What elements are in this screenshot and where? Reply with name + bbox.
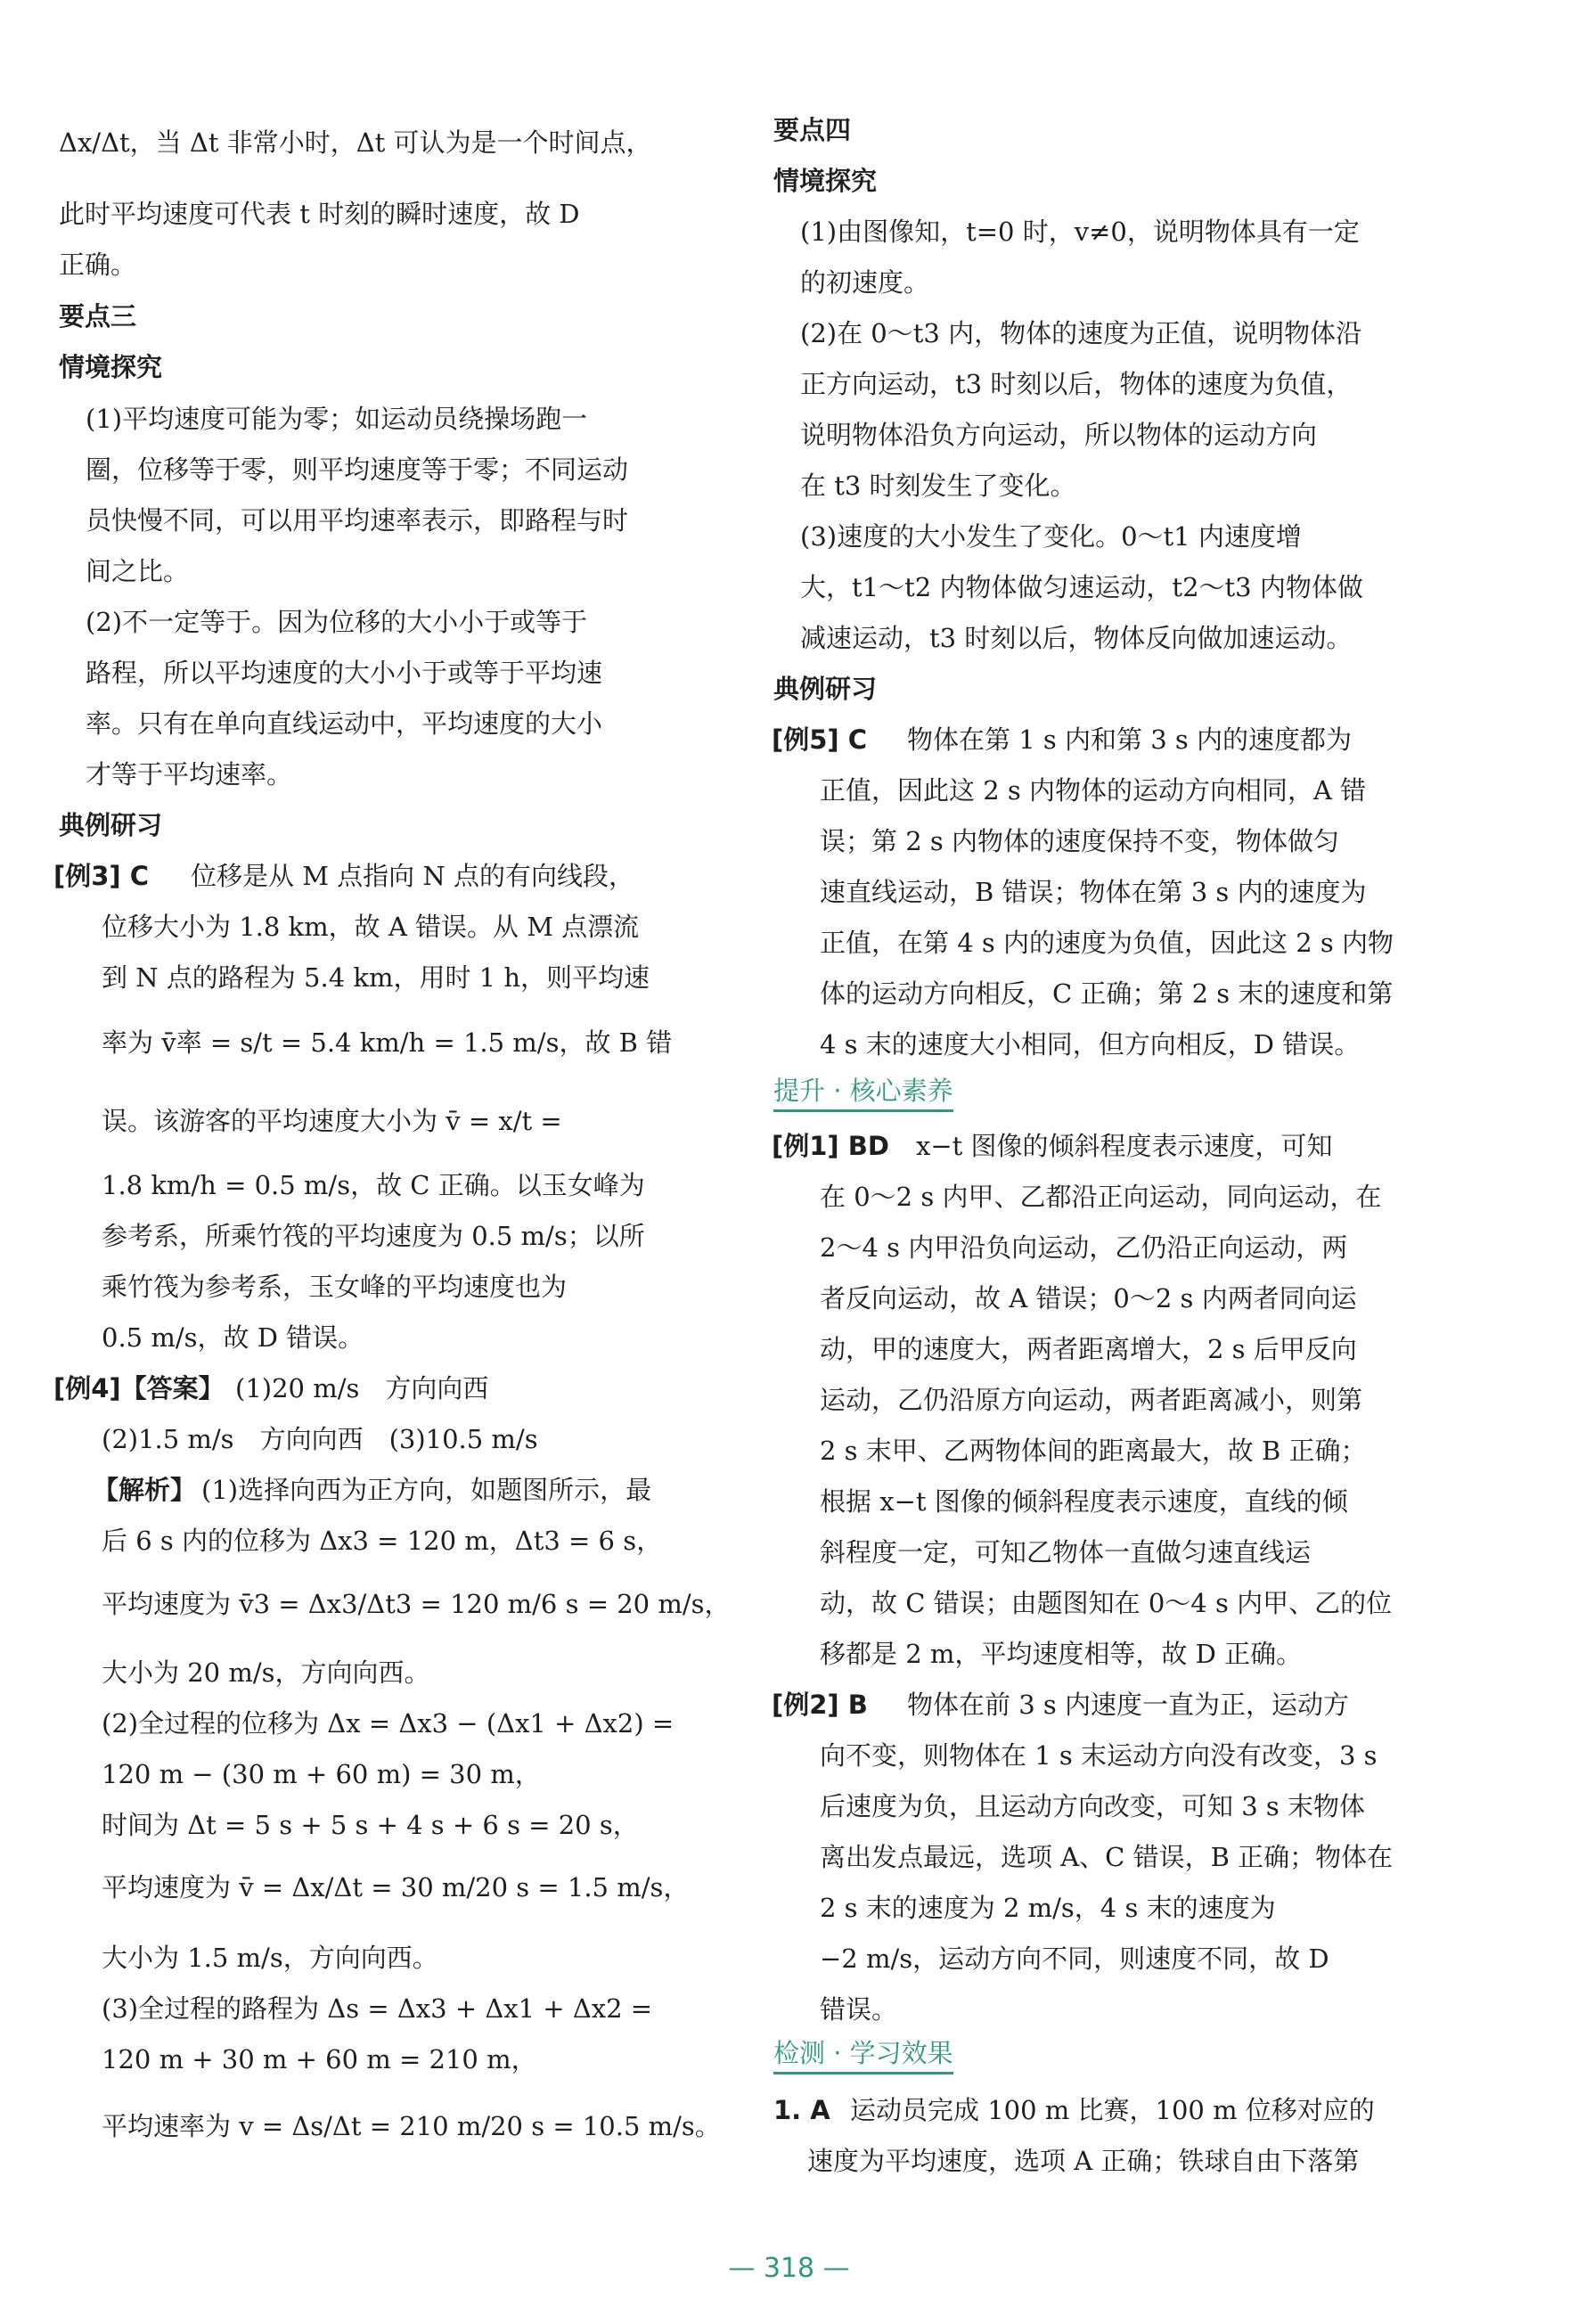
text-line: (2)不一定等于。因为位移的大小小于或等于	[86, 607, 588, 637]
text-line: (1)选择向西为正方向，如题图所示，最	[201, 1475, 652, 1505]
question-tag: 1. A	[773, 2095, 830, 2125]
text-line: (3)速度的大小发生了变化。0～t1 内速度增	[800, 521, 1302, 552]
text-line: 者反向运动，故 A 错误；0～2 s 内两者同向运	[820, 1283, 1357, 1313]
text-line: 正值，因此这 2 s 内物体的运动方向相同，A 错	[820, 775, 1367, 806]
text-line: 位移是从 M 点指向 N 点的有向线段，	[191, 861, 634, 891]
subsection-heading: 情境探究	[773, 166, 878, 196]
text-line: (1)由图像知，t=0 时，v≠0，说明物体具有一定	[800, 217, 1360, 247]
text-line: 移都是 2 m，平均速度相等，故 D 正确。	[820, 1639, 1303, 1669]
text-line: 时间为 Δt = 5 s + 5 s + 4 s + 6 s = 20 s，	[102, 1810, 639, 1840]
text-line: −2 m/s，运动方向不同，则速度不同，故 D	[820, 1943, 1329, 1974]
text-line: 120 m + 30 m + 60 m = 210 m，	[102, 2044, 537, 2074]
text-line: 正方向运动，t3 时刻以后，物体的速度为负值，	[800, 369, 1353, 399]
text-line: 率。只有在单向直线运动中，平均速度的大小	[86, 708, 603, 739]
text-line: (1)平均速度可能为零；如运动员绕操场跑一	[86, 404, 588, 434]
text-line: 大小为 1.5 m/s，方向向西。	[102, 1943, 438, 1973]
text-line: 位移大小为 1.8 km，故 A 错误。从 M 点漂流	[102, 912, 640, 942]
text-line: (3)全过程的路程为 Δs = Δx3 + Δx1 + Δx2 =	[102, 1993, 653, 2024]
page-number: — 318 —	[728, 2253, 850, 2284]
example-tag: [例4]【答案】	[53, 1373, 225, 1403]
text-line: 物体在第 1 s 内和第 3 s 内的速度都为	[907, 724, 1352, 755]
example-tag: [例5] C	[772, 724, 868, 755]
text-line: 间之比。	[86, 556, 190, 586]
text-line: 在 0～2 s 内甲、乙都沿正向运动，同向运动，在	[820, 1182, 1382, 1212]
text-line: 错误。	[820, 1994, 898, 2025]
text-line: 说明物体沿负方向运动，所以物体的运动方向	[800, 420, 1318, 450]
text-line: 离出发点最远，选项 A、C 错误，B 正确；物体在	[820, 1842, 1394, 1872]
text-line: 根据 x−t 图像的倾斜程度表示速度，直线的倾	[820, 1486, 1348, 1517]
text-line: 速度为平均速度，选项 A 正确；铁球自由下落第	[807, 2146, 1360, 2176]
text-line: 圈，位移等于零，则平均速度等于零；不同运动	[86, 454, 629, 485]
text-line: 平均速度为 v̄ = Δx/Δt = 30 m/20 s = 1.5 m/s，	[102, 1872, 690, 1903]
subsection-heading: 典例研习	[59, 810, 163, 840]
text-line: 率为 v̄率 = s/t = 5.4 km/h = 1.5 m/s，故 B 错	[102, 1027, 673, 1058]
text-line: 正值，在第 4 s 内的速度为负值，因此这 2 s 内物	[820, 928, 1394, 958]
text-line: (2)全过程的位移为 Δx = Δx3 − (Δx1 + Δx2) =	[102, 1708, 675, 1739]
text-line: 2 s 末的速度为 2 m/s，4 s 末的速度为	[820, 1893, 1276, 1923]
text-line: 动，故 C 错误；由题图知在 0～4 s 内甲、乙的位	[820, 1588, 1393, 1618]
text-line: 参考系，所乘竹筏的平均速度为 0.5 m/s；以所	[102, 1221, 645, 1251]
text-line: 误。该游客的平均速度大小为 v̄ = x/t =	[102, 1106, 562, 1136]
text-line: 物体在前 3 s 内速度一直为正，运动方	[907, 1690, 1349, 1720]
text-line: 才等于平均速率。	[86, 759, 293, 790]
text-line: 在 t3 时刻发生了变化。	[800, 471, 1076, 501]
text-line: 正确。	[59, 250, 137, 280]
text-line: 后 6 s 内的位移为 Δx3 = 120 m，Δt3 = 6 s，	[102, 1526, 663, 1556]
text-line: 运动员完成 100 m 比赛，100 m 位移对应的	[850, 2095, 1375, 2125]
text-line: Δx/Δt，当 Δt 非常小时，Δt 可认为是一个时间点，	[59, 127, 652, 158]
text-line: 4 s 末的速度大小相同，但方向相反，D 错误。	[820, 1029, 1361, 1060]
subsection-heading: 典例研习	[773, 674, 878, 704]
text-line: 到 N 点的路程为 5.4 km，用时 1 h，则平均速	[102, 962, 650, 993]
text-line: 员快慢不同，可以用平均速率表示，即路程与时	[86, 505, 629, 536]
text-line: 2 s 末甲、乙两物体间的距离最大，故 B 正确；	[820, 1436, 1367, 1466]
text-line: 平均速率为 v = Δs/Δt = 210 m/20 s = 10.5 m/s。	[102, 2111, 721, 2141]
text-line: 动，甲的速度大，两者距离增大，2 s 后甲反向	[820, 1334, 1357, 1364]
text-line: 运动，乙仍沿原方向运动，两者距离减小，则第	[820, 1385, 1363, 1415]
text-line: 斜程度一定，可知乙物体一直做匀速直线运	[820, 1537, 1312, 1567]
text-line: 的初速度。	[800, 267, 930, 298]
text-line: 误；第 2 s 内物体的速度保持不变，物体做匀	[820, 826, 1339, 856]
section-banner: 提升 · 核心素养	[773, 1075, 953, 1112]
text-line: x−t 图像的倾斜程度表示速度，可知	[916, 1131, 1333, 1161]
section-heading: 要点四	[773, 115, 852, 145]
text-line: 1.8 km/h = 0.5 m/s，故 C 正确。以玉女峰为	[102, 1170, 645, 1200]
text-line: 120 m − (30 m + 60 m) = 30 m，	[102, 1759, 541, 1789]
analysis-tag: 【解析】	[93, 1475, 197, 1505]
section-banner: 检测 · 学习效果	[773, 2037, 953, 2074]
text-line: (1)20 m/s 方向向西	[235, 1373, 489, 1403]
text-line: 速直线运动，B 错误；物体在第 3 s 内的速度为	[820, 877, 1367, 907]
text-line: 体的运动方向相反，C 正确；第 2 s 末的速度和第	[820, 978, 1394, 1009]
text-line: 乘竹筏为参考系，玉女峰的平均速度也为	[102, 1272, 568, 1302]
text-line: (2)在 0～t3 内，物体的速度为正值，说明物体沿	[800, 318, 1362, 348]
text-line: 2～4 s 内甲沿负向运动，乙仍沿正向运动，两	[820, 1232, 1348, 1263]
text-line: (2)1.5 m/s 方向向西 (3)10.5 m/s	[102, 1424, 538, 1454]
text-line: 0.5 m/s，故 D 错误。	[102, 1322, 364, 1353]
text-line: 此时平均速度可代表 t 时刻的瞬时速度，故 D	[59, 199, 580, 229]
example-tag: [例3] C	[53, 861, 150, 891]
text-line: 平均速度为 v̄3 = Δx3/Δt3 = 120 m/6 s = 20 m/s，	[102, 1589, 731, 1619]
text-line: 向不变，则物体在 1 s 末运动方向没有改变，3 s	[820, 1740, 1378, 1771]
text-line: 大，t1～t2 内物体做匀速运动，t2～t3 内物体做	[800, 572, 1363, 602]
text-line: 路程，所以平均速度的大小小于或等于平均速	[86, 658, 603, 688]
text-line: 大小为 20 m/s，方向向西。	[102, 1657, 430, 1688]
text-line: 后速度为负，且运动方向改变，可知 3 s 末物体	[820, 1791, 1365, 1821]
example-tag: [例1] BD	[772, 1131, 889, 1161]
section-heading: 要点三	[59, 301, 137, 331]
subsection-heading: 情境探究	[59, 352, 163, 382]
text-line: 减速运动，t3 时刻以后，物体反向做加速运动。	[800, 623, 1353, 653]
example-tag: [例2] B	[772, 1690, 868, 1720]
